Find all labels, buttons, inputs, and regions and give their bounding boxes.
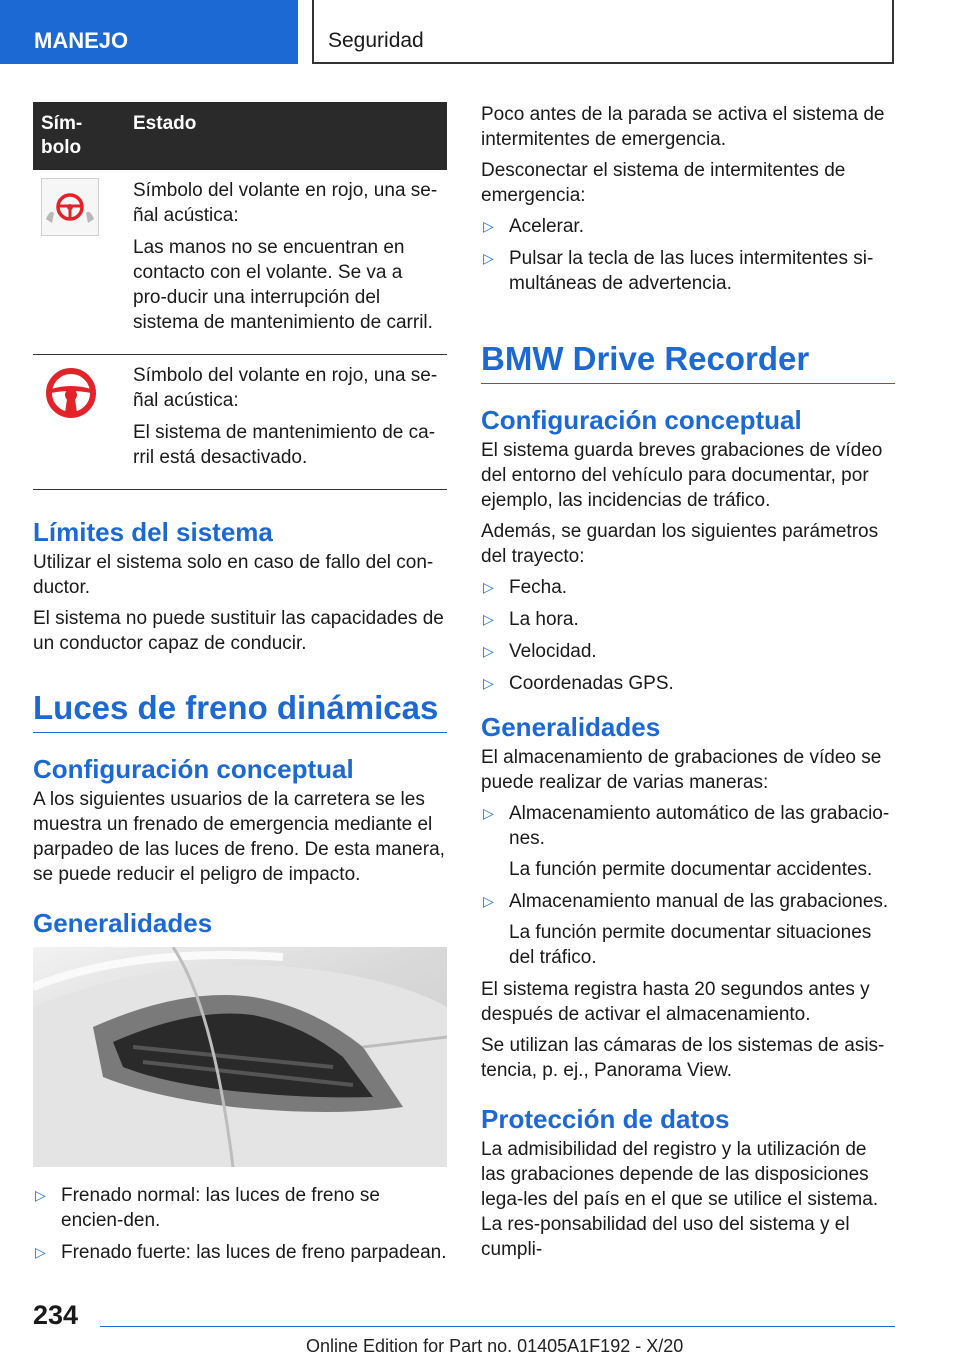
footer-edition: Online Edition for Part no. 01405A1F192 - X/20 [306,1336,684,1356]
paragraph: Utilizar el sistema solo en caso de fallo del con-ductor. [33,552,434,598]
triangle-bullet-icon: ▷ [483,643,494,659]
hazard-steps-list [481,214,895,296]
paragraph: Desconectar el sistema de intermitentes de emergencia: [481,160,846,206]
table-row [33,355,447,490]
right-column [481,102,895,1268]
paragraph: Poco antes de la parada se activa el sistema de intermitentes de emergencia. [481,104,885,150]
status-text: Símbolo del volante en rojo, una se-ñal acústica: [133,180,438,226]
list-item: ▷ Coordenadas GPS. [483,673,674,694]
triangle-bullet-icon: ▷ [483,218,494,234]
section-title-config: Configuración conceptual [33,754,354,784]
triangle-bullet-icon: ▷ [483,675,494,691]
status-text: Las manos no se encuentran en contacto con el volante. Se va a pro-ducir una interrupción del sistema de mantenimiento de carril. [133,237,433,333]
triangle-bullet-icon: ▷ [483,893,494,909]
chapter-title-brake-lights: Luces de freno dinámicas [33,688,447,733]
column-header-status: Estado [125,102,447,170]
symbol-status-table [33,102,447,490]
steering-wheel-hands-icon [41,178,99,236]
steering-wheel-red-icon [41,363,97,419]
section-title-config: Configuración conceptual [481,405,802,435]
section-label: Seguridad [328,29,424,52]
table-row [33,170,447,355]
triangle-bullet-icon: ▷ [483,805,494,821]
brake-modes-list [33,1183,447,1265]
car-brake-light-image [33,947,447,1167]
left-column [33,102,447,1272]
column-header-symbol: Sím- bolo [33,102,125,170]
triangle-bullet-icon: ▷ [35,1244,46,1260]
page-number: 234 [33,1300,79,1330]
list-item: ▷ Frenado normal: las luces de freno se encien-den. [35,1185,380,1231]
section-title-privacy: Protección de datos [481,1104,730,1134]
footer-divider [100,1326,895,1327]
list-item: ▷ Almacenamiento manual de las grabaciones. La función permite documentar situaciones del tráfico. [483,891,889,968]
section-title-general: Generalidades [33,908,213,938]
triangle-bullet-icon: ▷ [35,1187,46,1203]
table-header-row [33,102,447,170]
list-item: ▷ Acelerar. [483,216,584,237]
triangle-bullet-icon: ▷ [483,579,494,595]
triangle-bullet-icon: ▷ [483,250,494,266]
section-title-limits: Límites del sistema [33,517,273,547]
paragraph: El almacenamiento de grabaciones de vídeo se puede realizar de varias maneras: [481,747,882,793]
storage-modes-list [481,801,895,970]
chapter-title-drive-recorder: BMW Drive Recorder [481,339,895,384]
status-text: Símbolo del volante en rojo, una se-ñal acústica: [133,365,438,411]
list-item: ▷ Pulsar la tecla de las luces intermitentes si-multáneas de advertencia. [483,248,874,294]
paragraph: La admisibilidad del registro y la utilización de las grabaciones depende de las disposiciones lega-les del país en el que se utilice el sistema. La res-ponsabilidad del uso del sistema y el cumpli- [481,1139,879,1260]
paragraph: El sistema no puede sustituir las capacidades de un conductor capaz de conducir. [33,608,444,654]
trip-parameters-list [481,575,895,696]
list-item: ▷ La hora. [483,609,579,630]
list-item: ▷ Frenado fuerte: las luces de freno parpadean. [35,1242,447,1263]
paragraph: Además, se guardan los siguientes parámetros del trayecto: [481,521,879,567]
list-item: ▷ Velocidad. [483,641,597,662]
section-header [312,0,894,64]
chapter-label: MANEJO [34,28,129,53]
section-title-general: Generalidades [481,712,661,742]
paragraph: El sistema guarda breves grabaciones de vídeo del entorno del vehículo para documentar, por ejemplo, las incidencias de tráfico. [481,440,883,511]
chapter-tab[interactable] [0,0,298,64]
status-text: El sistema de mantenimiento de ca-rril está desactivado. [133,422,436,468]
triangle-bullet-icon: ▷ [483,611,494,627]
paragraph: Se utilizan las cámaras de los sistemas de asis-tencia, p. ej., Panorama View. [481,1035,885,1081]
list-item: ▷ Almacenamiento automático de las grabacio-nes. La función permite documentar accidentes. [483,803,890,880]
list-item: ▷ Fecha. [483,577,568,598]
paragraph: A los siguientes usuarios de la carretera se les muestra un frenado de emergencia mediante el parpadeo de las luces de freno. De esta manera, se puede reducir el peligro de impacto. [33,789,445,885]
paragraph: El sistema registra hasta 20 segundos antes y después de activar el almacenamiento. [481,979,870,1025]
